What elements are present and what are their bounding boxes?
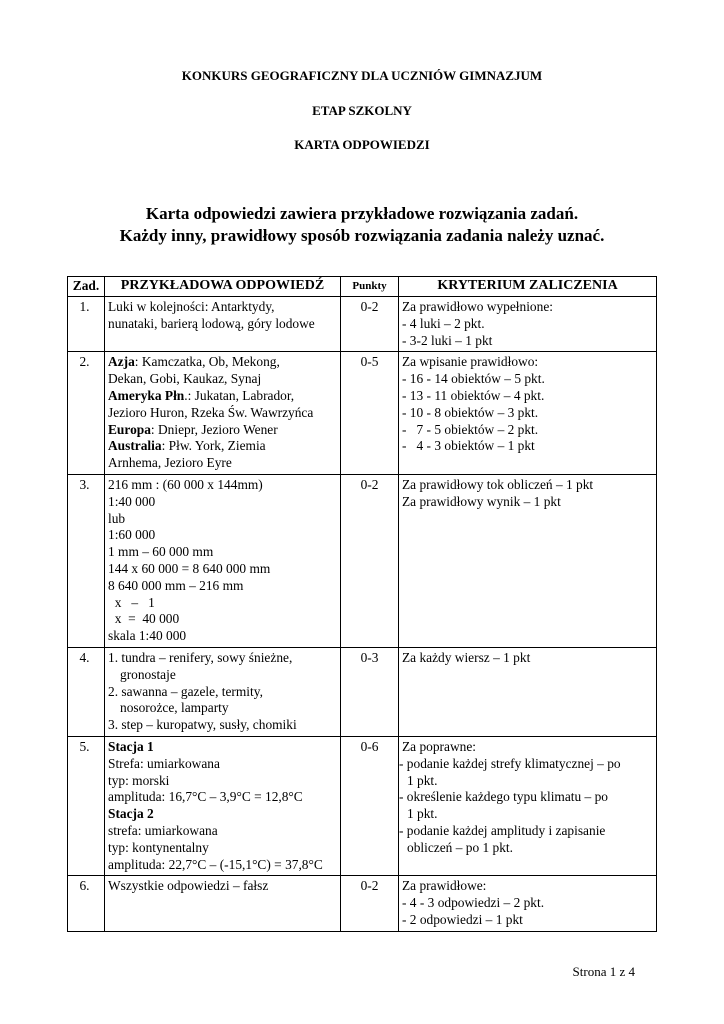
- answer-table: [67, 276, 657, 932]
- task-number: 1.: [68, 297, 105, 352]
- answer-line: [108, 388, 337, 405]
- criterion-line: Za poprawne:: [402, 738, 476, 754]
- answer-line: 1 mm – 60 000 mm: [108, 544, 214, 560]
- answer-line: [108, 739, 337, 756]
- task-number: 6.: [68, 876, 105, 931]
- criterion-line: 1 pkt.: [407, 772, 438, 788]
- answer-cell: [105, 736, 341, 875]
- criterion-line: 1 pkt.: [407, 806, 438, 822]
- criterion-cell: [399, 352, 657, 475]
- header-criterion: KRYTERIUM ZALICZENIA: [399, 277, 657, 297]
- points-cell: 0-2: [341, 474, 399, 647]
- criterion-line: - 4 luki – 2 pkt.: [402, 315, 485, 331]
- criterion-line: - określenie każdego typu klimatu – po: [399, 789, 608, 805]
- task-number: 2.: [68, 352, 105, 475]
- answer-line: amplituda: 22,7°C – (-15,1°C) = 37,8°C: [108, 856, 323, 872]
- answer-line: x = 40 000: [108, 611, 180, 627]
- answer-line: 2. sawanna – gazele, termity,: [108, 683, 263, 699]
- answer-line: strefa: umiarkowana: [108, 822, 218, 838]
- intro-line-1: Karta odpowiedzi zawiera przykładowe rozwiązania zadań.: [145, 204, 579, 223]
- answer-line: 1:60 000: [108, 527, 156, 543]
- label-australia: Australia: [108, 438, 162, 454]
- criterion-line: - 2 odpowiedzi – 1 pkt: [402, 911, 523, 927]
- answer-line: amplituda: 16,7°C – 3,9°C = 12,8°C: [108, 789, 303, 805]
- answer-line: Jezioro Huron, Rzeka Św. Wawrzyńca: [108, 404, 314, 420]
- points-cell: 0-2: [341, 876, 399, 931]
- criterion-line: - podanie każdej strefy klimatycznej – po: [399, 755, 621, 771]
- criterion-line: obliczeń – po 1 pkt.: [407, 839, 513, 855]
- page-number: Strona 1 z 4: [572, 964, 635, 979]
- criterion-line: - 13 - 11 obiektów – 4 pkt.: [402, 387, 545, 403]
- criterion-cell: [399, 736, 657, 875]
- answer-cell: [105, 297, 341, 352]
- criterion-line: Za wpisanie prawidłowo:: [402, 354, 539, 370]
- station-2-label: Stacja 2: [108, 806, 154, 822]
- answer-line: [108, 422, 337, 439]
- answer-line: nosorożce, lamparty: [120, 700, 229, 716]
- answer-line: lub: [108, 510, 126, 526]
- table-header-row: [68, 277, 657, 297]
- answer-cell: [105, 352, 341, 475]
- criterion-cell: [399, 297, 657, 352]
- answer-line: typ: kontynentalny: [108, 839, 209, 855]
- answer-cell: [105, 876, 341, 931]
- table-row: [68, 297, 657, 352]
- document-title: KONKURS GEOGRAFICZNY DLA UCZNIÓW GIMNAZJUM: [181, 68, 543, 83]
- task-number: 3.: [68, 474, 105, 647]
- criterion-cell: [399, 647, 657, 736]
- label-north-america: Ameryka Płn: [108, 387, 185, 403]
- points-cell: 0-3: [341, 647, 399, 736]
- task-number: 4.: [68, 647, 105, 736]
- answer-line: Arnhema, Jezioro Eyre: [108, 455, 232, 471]
- europe-text: : Dniepr, Jezioro Wener: [150, 421, 278, 437]
- criterion-line: Za każdy wiersz – 1 pkt: [402, 649, 531, 665]
- station-1-label: Stacja 1: [108, 738, 154, 754]
- label-europe: Europa: [108, 421, 151, 437]
- answer-line: 1:40 000: [108, 493, 156, 509]
- label-asia: Azja: [108, 354, 135, 370]
- criterion-line: - 16 - 14 obiektów – 5 pkt.: [402, 371, 545, 387]
- table-row: [68, 352, 657, 475]
- header-zad: Zad.: [68, 277, 105, 297]
- answer-line: Wszystkie odpowiedzi – fałsz: [108, 878, 269, 894]
- criterion-line: Za prawidłowy wynik – 1 pkt: [402, 493, 561, 509]
- answer-line: gronostaje: [120, 666, 176, 682]
- criterion-line: Za prawidłowe:: [402, 878, 487, 894]
- criterion-line: - 4 - 3 obiektów – 1 pkt: [402, 438, 535, 454]
- north-america-text: .: Jukatan, Labrador,: [184, 387, 295, 403]
- australia-text: : Płw. York, Ziemia: [161, 438, 266, 454]
- table-row: [68, 876, 657, 931]
- answer-line: nunataki, barierą lodową, góry lodowe: [108, 315, 315, 331]
- criterion-line: - 4 - 3 odpowiedzi – 2 pkt.: [402, 895, 545, 911]
- points-cell: 0-6: [341, 736, 399, 875]
- answer-cell: [105, 647, 341, 736]
- card-title: KARTA ODPOWIEDZI: [294, 137, 430, 152]
- answer-line: [108, 806, 337, 823]
- answer-line: 144 x 60 000 = 8 640 000 mm: [108, 560, 271, 576]
- task-number: 5.: [68, 736, 105, 875]
- answer-line: skala 1:40 000: [108, 628, 187, 644]
- answer-line: x – 1: [108, 594, 155, 610]
- criterion-line: Za prawidłowo wypełnione:: [402, 299, 553, 314]
- criterion-line: - 10 - 8 obiektów – 3 pkt.: [402, 404, 539, 420]
- answer-line: 3. step – kuropatwy, susły, chomiki: [108, 717, 297, 733]
- criterion-cell: [399, 474, 657, 647]
- answer-line: Luki w kolejności: Antarktydy,: [108, 299, 275, 314]
- table-row: [68, 474, 657, 647]
- answer-line: [108, 438, 337, 455]
- table-row: [68, 647, 657, 736]
- answer-line: 8 640 000 mm – 216 mm: [108, 577, 244, 593]
- criterion-line: Za prawidłowy tok obliczeń – 1 pkt: [402, 476, 594, 492]
- criterion-line: - 7 - 5 obiektów – 2 pkt.: [402, 421, 539, 437]
- answer-line: typ: morski: [108, 772, 170, 788]
- answer-cell: [105, 474, 341, 647]
- criterion-cell: [399, 876, 657, 931]
- intro-line-2: Każdy inny, prawidłowy sposób rozwiązania zadania należy uznać.: [119, 226, 605, 245]
- stage-title: ETAP SZKOLNY: [312, 103, 412, 118]
- criterion-line: - 3-2 luki – 1 pkt: [402, 332, 493, 348]
- answer-line: Dekan, Gobi, Kaukaz, Synaj: [108, 371, 262, 387]
- header-points: Punkty: [341, 277, 399, 297]
- asia-text: : Kamczatka, Ob, Mekong,: [134, 354, 280, 370]
- answer-line: 216 mm : (60 000 x 144mm): [108, 476, 263, 492]
- answer-line: [108, 354, 337, 371]
- table-row: [68, 736, 657, 875]
- criterion-line: - podanie każdej amplitudy i zapisanie: [399, 822, 606, 838]
- points-cell: 0-2: [341, 297, 399, 352]
- answer-line: 1. tundra – renifery, sowy śnieżne,: [108, 649, 293, 665]
- header-answer: PRZYKŁADOWA ODPOWIEDŹ: [105, 277, 341, 297]
- answer-line: Strefa: umiarkowana: [108, 755, 220, 771]
- points-cell: 0-5: [341, 352, 399, 475]
